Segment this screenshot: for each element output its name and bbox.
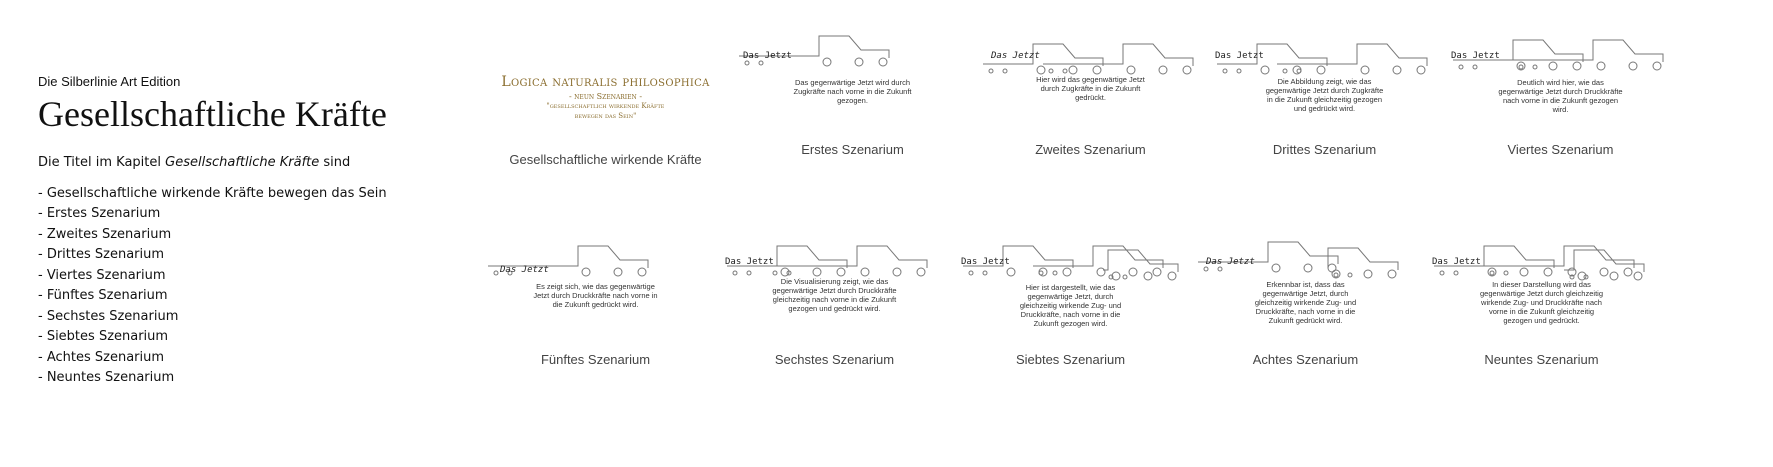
truck-drawing-icon (1484, 246, 1634, 276)
edition-label: Die Silberlinie Art Edition (38, 74, 181, 89)
scenario-illustration (1207, 30, 1442, 80)
scenario-description: Die Visualisierung zeigt, wie das gegenwärtige Jetzt durch Druckkräfte gleichzeitig nach vorne in die Zukunft gezogen und gedrückt wird. (772, 277, 897, 313)
das-jetzt-label: Das Jetzt (1432, 257, 1481, 267)
scenario-caption: Viertes Szenarium (1507, 142, 1614, 157)
list-item: - Sechstes Szenarium (38, 308, 179, 324)
list-item: - Gesellschaftliche wirkende Kräfte bewegen das Sein (38, 185, 387, 201)
title-list (38, 184, 478, 389)
scenario-illustration (478, 236, 713, 286)
list-item: - Fünftes Szenarium (38, 288, 168, 304)
scenario-description: Hier wird das gegenwärtige Jetzt durch Zugkräfte in die Zukunft gedrückt. (1036, 75, 1145, 102)
scenario-illustration (1424, 236, 1659, 286)
scenario-caption: Drittes Szenarium (1272, 142, 1377, 157)
scenario-illustration (1188, 236, 1423, 286)
scenario-description: Das gegenwärtige Jetzt wird durch Zugkräfte nach vorne in die Zukunft gezogen. (793, 78, 912, 105)
scenario-panel (1424, 236, 1659, 406)
intro-suffix: sind (319, 154, 351, 170)
scenario-panel (735, 30, 970, 200)
das-jetzt-label: Das Jetzt (743, 51, 792, 61)
scenario-panel (478, 236, 713, 406)
list-item: - Viertes Szenarium (38, 267, 166, 283)
list-item: - Achtes Szenarium (38, 349, 165, 365)
list-item: - Neuntes Szenarium (38, 370, 175, 386)
scenario-caption: Erstes Szenarium (801, 142, 904, 157)
das-jetzt-label: Das Jetzt (500, 265, 549, 275)
page-title: Gesellschaftliche Kräfte (38, 94, 387, 134)
list-item: - Drittes Szenarium (38, 247, 165, 263)
truck-drawing-icon (1033, 246, 1163, 276)
scenario-description: Deutlich wird hier, wie das gegenwärtige Jetzt durch Druckkräfte nach vorne in die Zukunft gezogen wird. (1498, 78, 1623, 114)
das-jetzt-label: Das Jetzt (725, 257, 774, 267)
scenario-caption: Sechstes Szenarium (774, 352, 895, 367)
scenario-panel (1188, 236, 1423, 406)
scenario-illustration (735, 30, 970, 80)
truck-drawing-icon (1513, 40, 1663, 70)
scenario-panel (1207, 30, 1442, 200)
logo-caption: Gesellschaftliche wirkende Kräfte (509, 152, 702, 167)
scenario-panel (973, 30, 1208, 200)
logica-logo (478, 74, 733, 121)
scenario-description: Hier ist dargestellt, wie das gegenwärtige Jetzt, durch gleichzeitig wirkende Zug- und Druckkräfte, nach vorne in die Zukunft gezogen wird. (1019, 283, 1122, 328)
list-item: - Zweites Szenarium (38, 226, 172, 242)
truck-drawing-icon (1103, 250, 1178, 280)
scenario-caption: Zweites Szenarium (1035, 142, 1146, 157)
logo-quote-line-1: "gesellschaftlich wirkende Kräfte (546, 102, 665, 110)
scenario-illustration (973, 30, 1208, 80)
intro-text (38, 155, 478, 170)
scenario-caption: Neuntes Szenarium (1484, 352, 1599, 367)
scenario-panel (953, 236, 1188, 406)
das-jetzt-label: Das Jetzt (991, 51, 1040, 61)
das-jetzt-label: Das Jetzt (961, 257, 1010, 267)
scenario-illustration (953, 236, 1188, 286)
chapter-summary (38, 74, 478, 389)
scenario-description: In dieser Darstellung wird das gegenwärtige Jetzt durch gleichzeitig wirkende Zug- und Druckkräfte nach vorne in die Zukunft gleichzeitig gezogen und gedrückt. (1480, 280, 1603, 325)
truck-drawing-icon (1043, 44, 1193, 74)
das-jetzt-label: Das Jetzt (1206, 257, 1255, 267)
scenario-panel (717, 236, 952, 406)
scenario-description: Die Abbildung zeigt, wie das gegenwärtige Jetzt durch Zugkräfte in die Zukunft gleichzeitig gezogen und gedrückt wird. (1265, 77, 1384, 113)
list-item: - Siebtes Szenarium (38, 329, 169, 345)
das-jetzt-label: Das Jetzt (1451, 51, 1500, 61)
truck-drawing-icon (1277, 44, 1427, 74)
scenario-illustration (1443, 30, 1678, 80)
intro-chapter-name: Gesellschaftliche Kräfte (165, 154, 320, 170)
logo-subtitle: - neun Szenarien - (568, 92, 643, 101)
logo-quote-line-2: bewegen das Sein" (574, 112, 637, 120)
list-item: - Erstes Szenarium (38, 206, 161, 222)
intro-prefix: Die Titel im Kapitel (38, 154, 166, 170)
das-jetzt-label: Das Jetzt (1215, 51, 1264, 61)
logo-title: Logica naturalis philosophica (501, 74, 710, 90)
scenario-description: Es zeigt sich, wie das gegenwärtige Jetzt durch Druckkräfte nach vorne in die Zukunft gedrückt wird. (533, 282, 658, 309)
scenario-caption: Achtes Szenarium (1252, 352, 1359, 367)
scenario-caption: Siebtes Szenarium (1015, 352, 1126, 367)
scenario-caption: Fünftes Szenarium (540, 352, 651, 367)
scenario-description: Erkennbar ist, dass das gegenwärtige Jetzt, durch gleichzeitig wirkende Zug- und Druckkräfte, nach vorne in die Zukunft gedrückt wird. (1254, 280, 1357, 325)
scenario-panel (1443, 30, 1678, 200)
